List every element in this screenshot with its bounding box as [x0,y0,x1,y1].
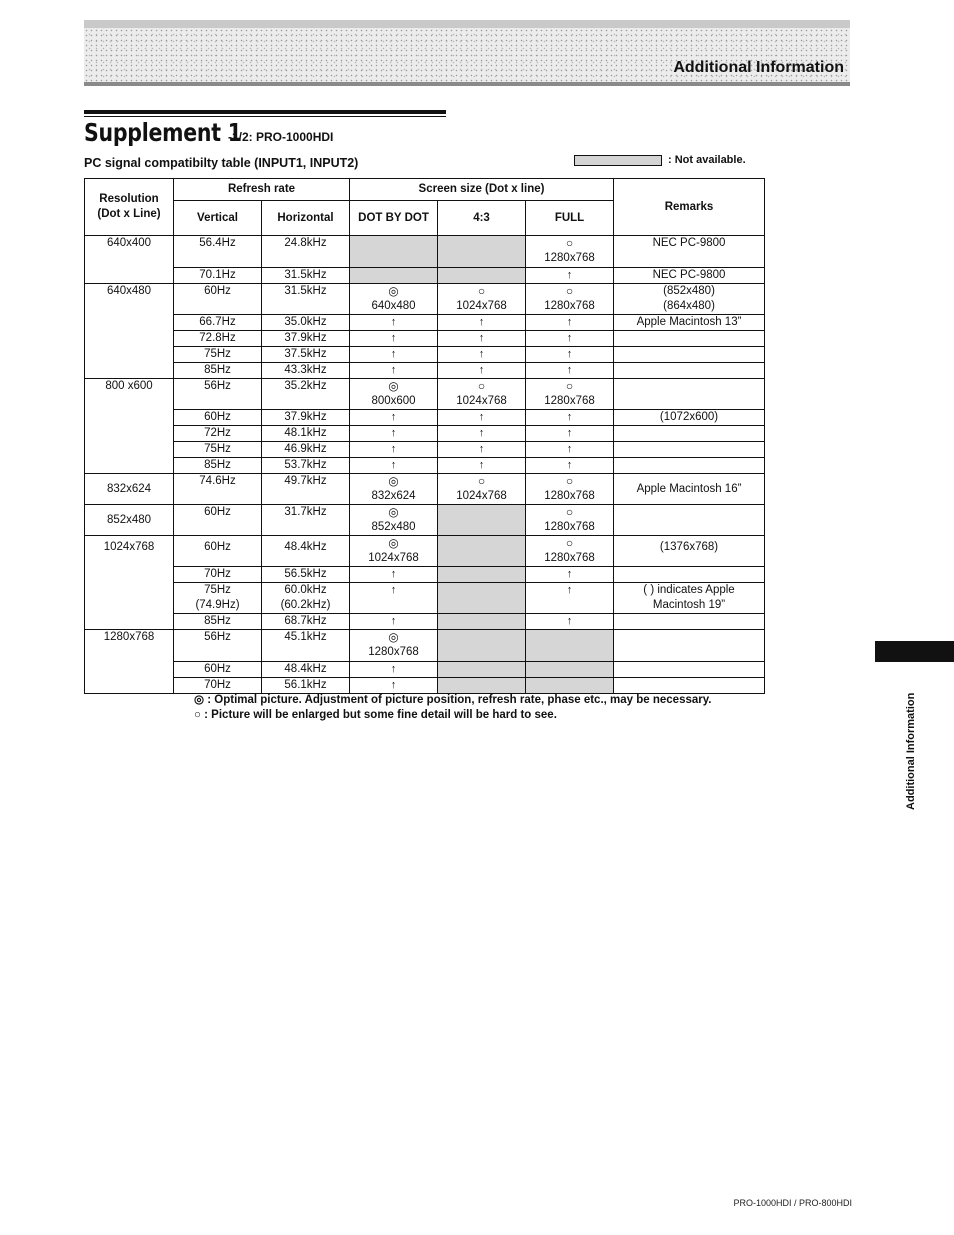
table-row [85,474,765,505]
full-cell: ↑ [526,442,614,458]
dot-cell: ↑ [350,583,438,614]
ratio-cell: ↑ [438,458,526,474]
horizontal-cell: 53.7kHz [262,458,350,474]
dot-cell: ↑ [350,331,438,347]
resolution-cell: 852x480 [85,505,174,536]
enlarged-symbol-icon: ○ [565,536,574,550]
vertical-cell: 72.8Hz [174,331,262,347]
ratio-cell: ↑ [438,331,526,347]
remarks-cell: (1072x600) [614,410,765,426]
side-section-label: Additional Information [905,692,917,810]
optimal-symbol-icon: ◎ [388,284,399,298]
enlarged-symbol-icon: ○ [477,474,486,488]
header-dot-by-dot: DOT BY DOT [350,201,438,236]
not-available-cell [526,630,614,662]
not-available-cell [438,630,526,662]
full-cell: ↑ [526,363,614,379]
ratio-cell: ↑ [438,410,526,426]
ratio-cell [438,474,526,505]
table-row [85,236,765,268]
header-vertical: Vertical [174,201,262,236]
dot-value: 1280x768 [368,646,419,658]
not-available-cell [438,536,526,567]
table-row [85,458,765,474]
ratio-value: 1024x768 [456,490,507,502]
table-row [85,442,765,458]
full-cell [526,505,614,536]
not-available-cell [438,614,526,630]
horizontal-cell: 31.5kHz [262,268,350,284]
ratio-cell: ↑ [438,347,526,363]
full-cell: ↑ [526,410,614,426]
optimal-symbol-icon: ◎ [194,694,205,706]
page-title: Supplement 1 [84,118,242,147]
ratio-cell: ↑ [438,315,526,331]
remarks-line: ( ) indicates Apple [643,584,735,596]
resolution-cell: 832x624 [85,474,174,505]
remarks-cell [614,583,765,614]
dot-value: 1024x768 [368,552,419,564]
resolution-cell: 1280x768 [85,630,174,694]
remarks-cell [614,458,765,474]
not-available-cell [350,268,438,284]
resolution-cell: 640x480 [85,284,174,379]
remarks-cell [614,630,765,662]
ratio-value: 1024x768 [456,300,507,312]
remarks-cell [614,662,765,678]
side-tab-marker [875,641,954,662]
dot-cell [350,630,438,662]
enlarged-symbol-icon: ○ [565,236,574,250]
optimal-symbol-icon: ◎ [388,474,399,488]
enlarged-symbol-icon: ○ [477,379,486,393]
not-available-cell [526,662,614,678]
section-title: Additional Information [673,59,844,76]
vertical-cell: 60Hz [174,410,262,426]
not-available-cell [438,583,526,614]
ratio-cell [438,379,526,410]
full-cell [526,236,614,268]
full-cell: ↑ [526,567,614,583]
full-value: 1280x768 [544,552,595,564]
vertical-cell: 56.4Hz [174,236,262,268]
not-available-cell [438,505,526,536]
remarks-cell [614,442,765,458]
optimal-symbol-icon: ◎ [388,536,399,550]
horizontal-cell: 35.2kHz [262,379,350,410]
horizontal-cell: 56.1kHz [262,678,350,694]
horizontal-cell [262,583,350,614]
table-row [85,567,765,583]
enlarged-symbol-icon: ○ [565,284,574,298]
dot-value: 832x624 [371,490,416,502]
not-available-cell [438,268,526,284]
horizontal-cell: 45.1kHz [262,630,350,662]
full-cell: ↑ [526,426,614,442]
remarks-line: (864x480) [663,300,715,312]
table-row [85,583,765,614]
header-horizontal: Horizontal [262,201,350,236]
compatibility-table [84,178,765,694]
remarks-cell [614,426,765,442]
full-value: 1280x768 [544,521,595,533]
vertical-value-alt: (74.9Hz) [195,599,240,611]
table-row [85,331,765,347]
ratio-cell: ↑ [438,426,526,442]
not-available-cell [438,662,526,678]
remarks-cell: Apple Macintosh 16” [614,474,765,505]
horizontal-cell: 37.9kHz [262,331,350,347]
note-optimal [194,692,711,706]
header-resolution-label: Resolution [99,193,159,205]
vertical-cell: 60Hz [174,505,262,536]
dot-cell: ↑ [350,410,438,426]
table-caption: PC signal compatibilty table (INPUT1, INPUT2) [84,156,359,170]
table-row [85,426,765,442]
dot-cell [350,536,438,567]
vertical-cell: 60Hz [174,662,262,678]
note-enlarged [194,709,557,721]
resolution-cell: 1024x768 [85,536,174,630]
header-remarks: Remarks [614,179,765,236]
full-cell [526,474,614,505]
vertical-cell: 85Hz [174,458,262,474]
full-cell: ↑ [526,583,614,614]
vertical-cell: 74.6Hz [174,474,262,505]
remarks-cell [614,567,765,583]
horizontal-cell: 37.9kHz [262,410,350,426]
dot-cell: ↑ [350,347,438,363]
remarks-line: Macintosh 19” [652,599,726,611]
full-cell: ↑ [526,315,614,331]
header-band [84,20,850,86]
dot-cell: ↑ [350,678,438,694]
horizontal-cell: 24.8kHz [262,236,350,268]
table-row [85,268,765,284]
enlarged-symbol-icon: ○ [194,709,201,721]
horizontal-cell: 46.9kHz [262,442,350,458]
remarks-cell [614,284,765,315]
full-value: 1280x768 [544,395,595,407]
vertical-cell: 56Hz [174,379,262,410]
table-row [85,630,765,662]
horizontal-cell: 68.7kHz [262,614,350,630]
full-cell: ↑ [526,347,614,363]
vertical-cell: 75Hz [174,347,262,363]
header-resolution [85,179,174,236]
full-cell [526,536,614,567]
dot-value: 640x480 [371,300,416,312]
legend-not-available-text: : Not available. [668,154,746,166]
table-row [85,536,765,567]
full-cell [526,284,614,315]
dot-cell: ↑ [350,442,438,458]
dot-cell: ↑ [350,426,438,442]
dot-cell: ↑ [350,662,438,678]
full-cell [526,379,614,410]
dot-cell: ↑ [350,315,438,331]
not-available-cell [438,567,526,583]
remarks-cell: Apple Macintosh 13” [614,315,765,331]
enlarged-symbol-icon: ○ [565,505,574,519]
vertical-cell: 85Hz [174,363,262,379]
full-cell: ↑ [526,614,614,630]
vertical-cell: 70.1Hz [174,268,262,284]
ratio-value: 1024x768 [456,395,507,407]
remarks-cell [614,363,765,379]
remarks-cell [614,347,765,363]
horizontal-cell: 48.4kHz [262,536,350,567]
vertical-cell: 70Hz [174,567,262,583]
remarks-cell [614,379,765,410]
vertical-cell: 75Hz [174,442,262,458]
horizontal-cell: 31.5kHz [262,284,350,315]
horizontal-cell: 37.5kHz [262,347,350,363]
header-bottom-bar [84,82,850,86]
horizontal-cell: 49.7kHz [262,474,350,505]
horizontal-cell: 43.3kHz [262,363,350,379]
ratio-cell [438,284,526,315]
header-top-bar [84,20,850,28]
page-subtitle: -1/2: PRO-1000HDI [228,130,334,144]
resolution-cell: 800 x600 [85,379,174,474]
enlarged-symbol-icon: ○ [565,474,574,488]
title-rule-thin [84,116,446,117]
header-resolution-sub: (Dot x Line) [97,208,161,220]
vertical-cell: 56Hz [174,630,262,662]
not-available-swatch [574,155,662,166]
header-4-3: 4:3 [438,201,526,236]
vertical-cell: 60Hz [174,284,262,315]
table-row [85,614,765,630]
remarks-cell [614,505,765,536]
remarks-cell: NEC PC-9800 [614,268,765,284]
full-cell: ↑ [526,268,614,284]
dot-cell [350,505,438,536]
vertical-cell: 70Hz [174,678,262,694]
optimal-symbol-icon: ◎ [388,505,399,519]
full-value: 1280x768 [544,300,595,312]
note-optimal-text: : Optimal picture. Adjustment of picture position, refresh rate, phase etc., may be necessary. [207,694,712,706]
enlarged-symbol-icon: ○ [565,379,574,393]
table-row [85,363,765,379]
table-row [85,505,765,536]
dot-cell: ↑ [350,363,438,379]
table-row [85,347,765,363]
table-row [85,662,765,678]
note-enlarged-text: : Picture will be enlarged but some fine detail will be hard to see. [204,709,557,721]
vertical-cell: 85Hz [174,614,262,630]
table-row [85,379,765,410]
header-refresh-rate: Refresh rate [174,179,350,201]
remarks-cell [614,614,765,630]
dot-cell: ↑ [350,614,438,630]
remarks-line: (852x480) [663,285,715,297]
header-full: FULL [526,201,614,236]
dot-cell [350,379,438,410]
horizontal-cell: 31.7kHz [262,505,350,536]
optimal-symbol-icon: ◎ [388,379,399,393]
dot-cell [350,474,438,505]
horizontal-value-alt: (60.2kHz) [280,599,331,611]
vertical-cell: 72Hz [174,426,262,442]
vertical-value: 75Hz [204,584,231,596]
ratio-cell: ↑ [438,363,526,379]
remarks-cell [614,331,765,347]
title-rule-thick [84,110,446,114]
resolution-cell: 640x400 [85,236,174,284]
remarks-cell: NEC PC-9800 [614,236,765,268]
table-row [85,315,765,331]
legend-not-available [574,154,746,166]
vertical-cell: 60Hz [174,536,262,567]
header-screen-size: Screen size (Dot x line) [350,179,614,201]
optimal-symbol-icon: ◎ [388,630,399,644]
ratio-cell: ↑ [438,442,526,458]
not-available-cell [350,236,438,268]
vertical-cell [174,583,262,614]
horizontal-cell: 56.5kHz [262,567,350,583]
dot-cell: ↑ [350,567,438,583]
table-row [85,410,765,426]
vertical-cell: 66.7Hz [174,315,262,331]
footer-model: PRO-1000HDI / PRO-800HDI [733,1198,852,1208]
horizontal-cell: 48.4kHz [262,662,350,678]
full-cell: ↑ [526,331,614,347]
remarks-cell: (1376x768) [614,536,765,567]
full-value: 1280x768 [544,252,595,264]
horizontal-cell: 48.1kHz [262,426,350,442]
dot-value: 800x600 [371,395,416,407]
table-row [85,284,765,315]
horizontal-value: 60.0kHz [284,584,327,596]
enlarged-symbol-icon: ○ [477,284,486,298]
dot-cell: ↑ [350,458,438,474]
dot-value: 852x480 [371,521,416,533]
not-available-cell [438,236,526,268]
full-value: 1280x768 [544,490,595,502]
dot-cell [350,284,438,315]
full-cell: ↑ [526,458,614,474]
horizontal-cell: 35.0kHz [262,315,350,331]
